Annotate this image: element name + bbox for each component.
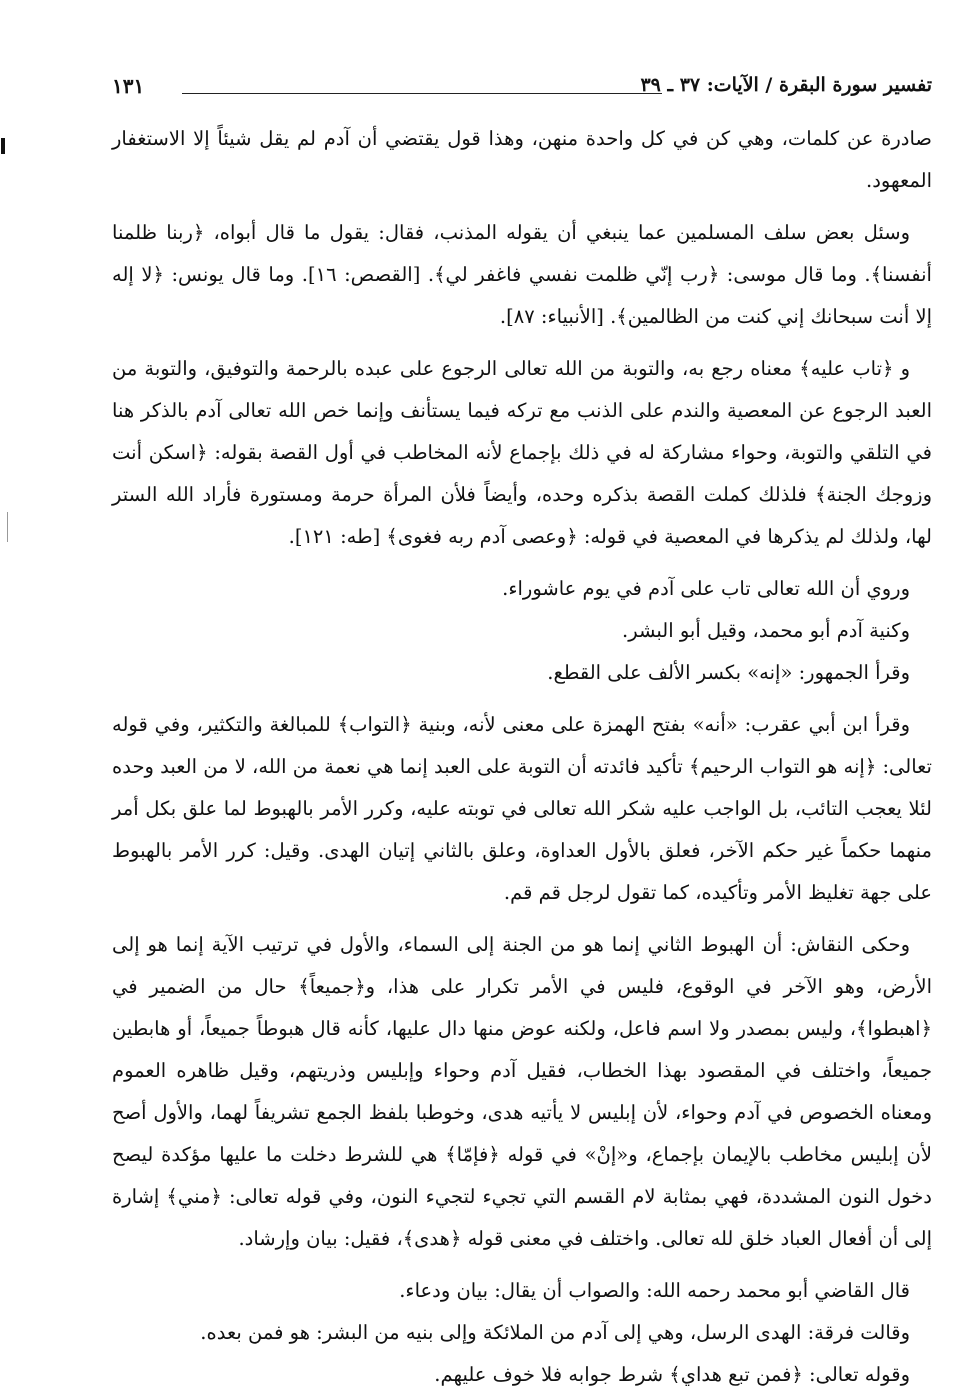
paragraph: و ﴿تاب عليه﴾ معناه رجع به، والتوبة من الله تعالى الرجوع على عبده بالرحمة والتوفيق، والتوبة من العبد الرجوع عن المعصية والندم على الذنب مع تركه فيما يستأنف وإنما خص الله تعالى آدم بالذكر هنا في التلقي والتوبة، وحواء مشاركة له في ذلك بإجماع لأنه المخاطب في أول القصة بقوله: ﴿اسكن أنت وزوجك الجنة﴾ فلذلك كملت القصة بذكره وحده، وأيضاً فلأن المرأة حرمة ومستورة فأراد الله الستر لها، ولذلك لم يذكرها في المعصية في قوله: ﴿وعصى آدم ربه فغوى﴾ [طه: ١٢١]. [112, 357, 932, 548]
running-title: تفسير سورة البقرة / الآيات: ٣٧ ـ ٣٩ [640, 74, 932, 96]
paragraph: وكنية آدم أبو محمد، وقيل أبو البشر. [622, 619, 910, 642]
paragraph: صادرة عن كلمات، وهي كن في كل واحدة منهن، وهذا قول يقتضي أن آدم لم يقل شيئاً إلا الاستغفار المعهود. [112, 127, 932, 192]
page-body [112, 118, 932, 1396]
paragraph: وسئل بعض سلف المسلمين عما ينبغي أن يقوله المذنب، فقال: يقول ما قال أبواه، ﴿ربنا ظلمنا أنفسنا﴾. وما قال موسى: ﴿رب إنّي ظلمت نفسي فاغفر لي﴾. [القصص: ١٦]. وما قال يونس: ﴿لا إله إلا أنت سبحانك إني كنت من الظالمين﴾. [الأنبياء: ٨٧]. [112, 221, 932, 328]
paragraph: وحكى النقاش: أن الهبوط الثاني إنما هو من الجنة إلى السماء، والأول في ترتيب الآية إنما هو إلى الأرض، وهو الآخر في الوقوع، فليس في الأمر تكرار على هذا، و﴿جميعاً﴾ حال من الضمير في ﴿اهبطوا﴾، وليس بمصدر ولا اسم فاعل، ولكنه عوض منها دال عليها، كأنه قال هبوطاً جميعاً، أو هابطين جميعاً، واختلف في المقصود بهذا الخطاب، فقيل آدم وحواء وإبليس وذريتهم، وقيل ظاهره العموم ومعناه الخصوص في آدم وحواء، لأن إبليس لا يأتيه هدى، وخوطبا بلفظ الجمع تشريفاً لهما، والأول أصح لأن إبليس مخاطب بالإيمان بإجماع، و«إنْ» في قوله ﴿فإمّا﴾ هي للشرط دخلت ما عليها مؤكدة ليصح دخول النون المشددة، فهي بمثابة لام القسم التي تجيء لتجيء النون، وفي قوله تعالى: ﴿مني﴾ إشارة إلى أن أفعال العباد خلق لله تعالى. واختلف في معنى قوله ﴿هدى﴾، فقيل: بيان وإرشاد. [112, 933, 932, 1250]
paragraph: وقرأ ابن أبي عقرب: «أنه» بفتح الهمزة على معنى لأنه، وبنية ﴿التواب﴾ للمبالغة والتكثير، وفي قوله تعالى: ﴿إنه هو التواب الرحيم﴾ تأكيد فائدته أن التوبة على العبد إنما هي نعمة من الله، لا من العبد وحده لئلا يعجب التائب، بل الواجب عليه شكر الله تعالى في توبته عليه، وكرر الأمر بالهبوط لما علق بكل أمر منهما حكماً غير حكم الآخر، فعلق بالأول العداوة، وعلق بالثاني إتيان الهدى. وقيل: كرر الأمر بالهبوط على جهة تغليظ الأمر وتأكيده، كما تقول لرجل قم قم. [112, 713, 932, 904]
page-number: ١٣١ [112, 74, 145, 98]
page-header [112, 74, 932, 104]
paragraph: وقالت فرقة: الهدى الرسل، وهي إلى آدم من الملائكة وإلى بنيه من البشر: هو فمن بعده. [200, 1321, 910, 1344]
paragraph: وقوله تعالى: ﴿فمن تبع هداي﴾ شرط جوابه فلا خوف عليهم. [434, 1363, 910, 1386]
scan-edge-mark [1, 138, 5, 154]
paragraph: وروي أن الله تعالى تاب على آدم في يوم عاشوراء. [502, 577, 910, 600]
scan-edge-line [7, 512, 8, 542]
paragraph: قال القاضي أبو محمد رحمه الله: والصواب أن يقال: بيان ودعاء. [399, 1279, 910, 1302]
header-rule [182, 93, 662, 94]
paragraph: وقرأ الجمهور: «إنه» بكسر الألف على القطع. [547, 661, 910, 684]
